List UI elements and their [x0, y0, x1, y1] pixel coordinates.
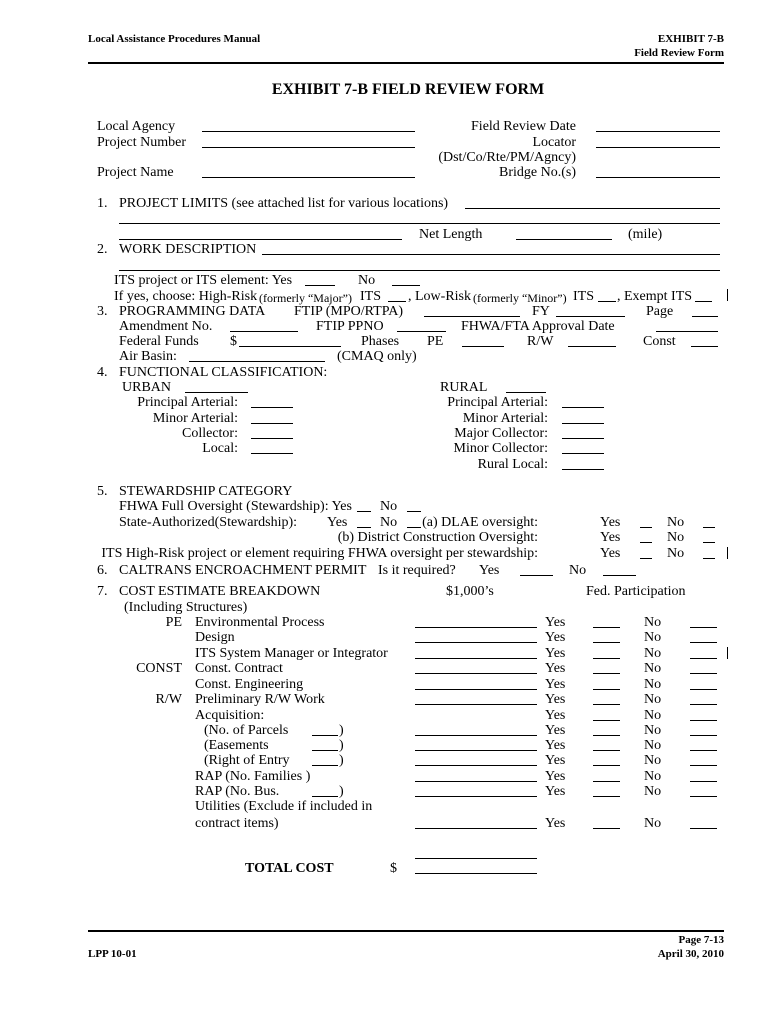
fed-yes-blank[interactable]	[593, 828, 620, 829]
dlae-yes-label: Yes	[600, 515, 621, 530]
cost-row-label: Acquisition:	[195, 708, 265, 723]
field-review-date-field[interactable]	[596, 131, 720, 132]
fed-yes-label: Yes	[545, 723, 566, 738]
cost-row-label: Preliminary R/W Work	[195, 692, 325, 707]
permit-yes-blank[interactable]	[520, 575, 553, 576]
rural-item-label: Major Collector:	[454, 426, 548, 441]
fed-yes-blank[interactable]	[593, 765, 620, 766]
project-limits-label: PROJECT LIMITS (see attached list for various locations)	[119, 196, 449, 211]
cost-row-label: RAP (No. Families )	[195, 769, 311, 784]
its-yes-blank[interactable]	[305, 285, 335, 286]
fed-no-label: No	[644, 677, 662, 692]
fed-yes-blank[interactable]	[593, 689, 620, 690]
cost-amount-field[interactable]	[415, 689, 537, 690]
local-agency-label: Local Agency	[97, 119, 176, 134]
fed-no-blank[interactable]	[690, 750, 717, 751]
fed-no-blank[interactable]	[690, 627, 717, 628]
rural-field[interactable]	[506, 392, 546, 393]
cost-row-label: (Right of Entry	[204, 753, 290, 768]
fed-yes-blank[interactable]	[593, 673, 620, 674]
count-paren: )	[339, 784, 344, 799]
project-name-label: Project Name	[97, 165, 174, 180]
total-cost-dollar: $	[390, 861, 397, 876]
state-yes-blank[interactable]	[357, 527, 371, 528]
approval-date-field[interactable]	[656, 331, 718, 332]
fed-no-label: No	[644, 692, 662, 707]
its-high-yes-blank[interactable]	[640, 558, 652, 559]
field-review-date-label: Field Review Date	[471, 119, 576, 134]
rural-item-label: Principal Arterial:	[447, 395, 548, 410]
phase-rw-label: R/W	[527, 334, 554, 349]
fed-yes-blank[interactable]	[593, 627, 620, 628]
change-bar	[727, 289, 728, 301]
section-6-number: 6.	[97, 563, 108, 578]
dlae-no-label: No	[667, 515, 685, 530]
its-high-yes-label: Yes	[600, 546, 621, 561]
footer-lpp: LPP 10-01	[88, 948, 137, 960]
fed-no-label: No	[644, 738, 662, 753]
fed-no-blank[interactable]	[690, 673, 717, 674]
federal-funds-dollar: $	[230, 334, 237, 349]
ftip-label: FTIP (MPO/RTPA)	[294, 304, 403, 319]
footer-rule	[88, 930, 724, 932]
fed-no-label: No	[644, 784, 662, 799]
work-description-field-2[interactable]	[119, 270, 720, 271]
fed-no-blank[interactable]	[690, 720, 717, 721]
stewardship-label: STEWARDSHIP CATEGORY	[119, 484, 293, 499]
fed-no-label: No	[644, 661, 662, 676]
urban-item-field[interactable]	[251, 453, 293, 454]
cost-row-label: ITS System Manager or Integrator	[195, 646, 388, 661]
fed-yes-label: Yes	[545, 630, 566, 645]
including-structures-note: (Including Structures)	[124, 600, 248, 615]
fed-no-label: No	[644, 708, 662, 723]
fed-no-label: No	[644, 816, 662, 831]
its-no-blank[interactable]	[392, 285, 420, 286]
fed-yes-blank[interactable]	[593, 642, 620, 643]
cost-row-label: (Easements	[204, 738, 269, 753]
project-name-field[interactable]	[202, 177, 415, 178]
high-risk-its-label: ITS	[360, 289, 381, 304]
exhibit-label: EXHIBIT 7-B	[657, 33, 724, 45]
bridge-no-field[interactable]	[596, 177, 720, 178]
section-2-number: 2.	[97, 242, 108, 257]
district-oversight-label: (b) District Construction Oversight:	[337, 530, 538, 545]
urban-item-label: Minor Arterial:	[152, 411, 238, 426]
fed-yes-blank[interactable]	[593, 704, 620, 705]
fed-yes-blank[interactable]	[593, 750, 620, 751]
mile-unit: (mile)	[628, 227, 663, 242]
change-bar	[727, 647, 728, 659]
change-bar	[727, 547, 728, 559]
total-subtotal-line	[415, 858, 537, 859]
section-3-number: 3.	[97, 304, 108, 319]
count-blank[interactable]	[312, 750, 338, 751]
page-title: EXHIBIT 7-B FIELD REVIEW FORM	[271, 81, 545, 98]
its-choose-label: If yes, choose: High-Risk	[114, 289, 258, 304]
fed-yes-label: Yes	[545, 661, 566, 676]
cost-row-label: Design	[195, 630, 235, 645]
fy-field[interactable]	[556, 316, 625, 317]
fed-no-blank[interactable]	[690, 765, 717, 766]
rural-item-label: Minor Collector:	[453, 441, 548, 456]
phase-rw-field[interactable]	[568, 346, 616, 347]
phase-const-field[interactable]	[691, 346, 718, 347]
fed-no-blank[interactable]	[690, 658, 717, 659]
header-rule	[88, 62, 724, 64]
fed-yes-label: Yes	[545, 784, 566, 799]
phase-const-label: Const	[643, 334, 676, 349]
low-risk-its-label: ITS	[573, 289, 594, 304]
fed-yes-label: Yes	[545, 677, 566, 692]
cost-row-label: Const. Contract	[195, 661, 283, 676]
urban-item-label: Local:	[202, 441, 238, 456]
state-no-blank[interactable]	[407, 527, 421, 528]
federal-funds-field[interactable]	[239, 346, 341, 347]
amount-column-header: $1,000’s	[446, 584, 494, 599]
fed-no-blank[interactable]	[690, 704, 717, 705]
fed-no-label: No	[644, 646, 662, 661]
project-number-field[interactable]	[202, 147, 415, 148]
permit-no-blank[interactable]	[603, 575, 636, 576]
fed-yes-label: Yes	[545, 692, 566, 707]
low-risk-label: , Low-Risk	[408, 289, 471, 304]
cost-group-label: PE	[165, 615, 182, 630]
fed-yes-label: Yes	[545, 646, 566, 661]
fed-yes-label: Yes	[545, 753, 566, 768]
net-length-field[interactable]	[516, 239, 612, 240]
cmaq-note: (CMAQ only)	[337, 349, 417, 364]
fed-no-label: No	[644, 769, 662, 784]
cost-row-label: contract items)	[195, 816, 279, 831]
footer-page: Page 7-13	[678, 934, 724, 946]
cost-amount-field[interactable]	[415, 704, 537, 705]
rural-item-field[interactable]	[562, 469, 604, 470]
fed-no-blank[interactable]	[690, 689, 717, 690]
fed-no-blank[interactable]	[690, 781, 717, 782]
urban-item-field[interactable]	[251, 438, 293, 439]
page-field[interactable]	[692, 316, 718, 317]
section-7-number: 7.	[97, 584, 108, 599]
cost-row-label: RAP (No. Bus.	[195, 784, 280, 799]
district-no-label: No	[667, 530, 685, 545]
its-high-no-blank[interactable]	[703, 558, 715, 559]
ftip-ppno-label: FTIP PPNO	[316, 319, 384, 334]
fed-no-blank[interactable]	[690, 796, 717, 797]
form-name: Field Review Form	[634, 47, 724, 59]
district-yes-label: Yes	[600, 530, 621, 545]
rural-label: RURAL	[440, 380, 488, 395]
count-paren: )	[339, 753, 344, 768]
fed-yes-label: Yes	[545, 708, 566, 723]
cost-amount-field[interactable]	[415, 673, 537, 674]
section-4-number: 4.	[97, 365, 108, 380]
fed-yes-label: Yes	[545, 615, 566, 630]
approval-date-label: FHWA/FTA Approval Date	[461, 319, 615, 334]
fed-yes-label: Yes	[545, 769, 566, 784]
count-blank[interactable]	[312, 796, 338, 797]
formerly-minor-note: (formerly “Minor”)	[473, 291, 567, 305]
high-risk-blank[interactable]	[388, 301, 406, 302]
cost-amount-field[interactable]	[415, 658, 537, 659]
functional-classification-label: FUNCTIONAL CLASSIFICATION:	[119, 365, 328, 380]
state-no-label: No	[380, 515, 398, 530]
its-question: ITS project or ITS element: Yes	[114, 273, 293, 288]
exempt-its-label: , Exempt ITS	[617, 289, 693, 304]
permit-yes-label: Yes	[479, 563, 500, 578]
locator-detail: (Dst/Co/Rte/PM/Agncy)	[438, 150, 576, 165]
count-paren: )	[339, 738, 344, 753]
total-cost-label: TOTAL COST	[245, 861, 334, 876]
manual-title: Local Assistance Procedures Manual	[88, 33, 261, 45]
dlae-oversight-label: (a) DLAE oversight:	[422, 515, 538, 530]
count-blank[interactable]	[312, 765, 338, 766]
project-limits-field-1[interactable]	[465, 208, 720, 209]
rural-item-field[interactable]	[562, 423, 604, 424]
fhwa-no-blank[interactable]	[407, 511, 421, 512]
air-basin-label: Air Basin:	[119, 349, 177, 364]
fed-no-label: No	[644, 630, 662, 645]
urban-label: URBAN	[122, 380, 172, 395]
cost-group-label: R/W	[155, 692, 182, 707]
cost-amount-field[interactable]	[415, 765, 537, 766]
cost-group-label: CONST	[136, 661, 182, 676]
count-blank[interactable]	[312, 735, 338, 736]
district-yes-blank[interactable]	[640, 542, 652, 543]
state-authorized-label: State-Authorized(Stewardship):	[119, 515, 298, 530]
fhwa-no-label: No	[380, 499, 398, 514]
encroachment-permit-label: CALTRANS ENCROACHMENT PERMIT	[119, 563, 367, 578]
urban-field[interactable]	[185, 392, 248, 393]
section-5-number: 5.	[97, 484, 108, 499]
section-1-number: 1.	[97, 196, 108, 211]
urban-item-label: Principal Arterial:	[137, 395, 238, 410]
fed-no-blank[interactable]	[690, 828, 717, 829]
fed-yes-blank[interactable]	[593, 796, 620, 797]
cost-row-label: Utilities (Exclude if included in	[195, 799, 373, 814]
cost-amount-field[interactable]	[415, 627, 537, 628]
dlae-no-blank[interactable]	[703, 527, 715, 528]
fed-yes-label: Yes	[545, 816, 566, 831]
cost-row-label: (No. of Parcels	[204, 723, 289, 738]
project-limits-field-2[interactable]	[119, 223, 720, 224]
cost-amount-field[interactable]	[415, 796, 537, 797]
fed-yes-blank[interactable]	[593, 735, 620, 736]
amendment-field[interactable]	[230, 331, 298, 332]
urban-item-field[interactable]	[251, 423, 293, 424]
air-basin-field[interactable]	[189, 361, 325, 362]
fed-no-blank[interactable]	[690, 642, 717, 643]
its-high-no-label: No	[667, 546, 685, 561]
district-no-blank[interactable]	[703, 542, 715, 543]
project-number-label: Project Number	[97, 135, 187, 150]
programming-data-label: PROGRAMMING DATA	[119, 304, 266, 319]
fed-no-label: No	[644, 723, 662, 738]
page-label: Page	[646, 304, 674, 319]
rural-item-label: Rural Local:	[477, 457, 548, 472]
fhwa-oversight-label: FHWA Full Oversight (Stewardship): Yes	[119, 499, 352, 514]
local-agency-field[interactable]	[202, 131, 415, 132]
permit-no-label: No	[569, 563, 587, 578]
total-cost-field[interactable]	[415, 873, 537, 874]
its-no-label: No	[358, 273, 376, 288]
urban-item-label: Collector:	[182, 426, 238, 441]
cost-amount-field[interactable]	[415, 642, 537, 643]
count-paren: )	[339, 723, 344, 738]
cost-amount-field[interactable]	[415, 828, 537, 829]
fed-yes-blank[interactable]	[593, 781, 620, 782]
dlae-yes-blank[interactable]	[640, 527, 652, 528]
ftip-ppno-field[interactable]	[397, 331, 446, 332]
rural-item-field[interactable]	[562, 438, 604, 439]
urban-item-field[interactable]	[251, 407, 293, 408]
fy-label: FY	[532, 304, 550, 319]
rural-item-field[interactable]	[562, 407, 604, 408]
federal-funds-label: Federal Funds	[119, 334, 199, 349]
bridge-no-label: Bridge No.(s)	[499, 165, 576, 180]
locator-label: Locator	[532, 135, 576, 150]
cost-row-label: Const. Engineering	[195, 677, 304, 692]
fed-no-label: No	[644, 615, 662, 630]
fed-participation-header: Fed. Participation	[586, 584, 686, 599]
fed-yes-blank[interactable]	[593, 658, 620, 659]
work-description-field-1[interactable]	[262, 254, 720, 255]
cost-amount-field[interactable]	[415, 750, 537, 751]
rural-item-label: Minor Arterial:	[462, 411, 548, 426]
formerly-major-note: (formerly “Major”)	[259, 291, 352, 305]
phases-label: Phases	[361, 334, 400, 349]
locator-field[interactable]	[596, 147, 720, 148]
rural-item-field[interactable]	[562, 453, 604, 454]
project-limits-field-3[interactable]	[119, 239, 402, 240]
state-yes-label: Yes	[327, 515, 348, 530]
phase-pe-field[interactable]	[462, 346, 504, 347]
exempt-blank[interactable]	[695, 301, 712, 302]
its-high-risk-label: ITS High-Risk project or element requiring FHWA oversight per stewardship:	[101, 546, 538, 561]
cost-amount-field[interactable]	[415, 735, 537, 736]
amendment-label: Amendment No.	[119, 319, 213, 334]
net-length-label: Net Length	[419, 227, 483, 242]
footer-date: April 30, 2010	[657, 948, 724, 960]
work-description-label: WORK DESCRIPTION	[119, 242, 257, 257]
cost-estimate-label: COST ESTIMATE BREAKDOWN	[119, 584, 321, 599]
ftip-field[interactable]	[424, 316, 520, 317]
phase-pe-label: PE	[427, 334, 444, 349]
fed-yes-blank[interactable]	[593, 720, 620, 721]
cost-row-label: Environmental Process	[195, 615, 325, 630]
cost-amount-field[interactable]	[415, 781, 537, 782]
fhwa-yes-blank[interactable]	[357, 511, 371, 512]
fed-no-blank[interactable]	[690, 735, 717, 736]
fed-no-label: No	[644, 753, 662, 768]
fed-yes-label: Yes	[545, 738, 566, 753]
low-risk-blank[interactable]	[598, 301, 616, 302]
permit-question: Is it required?	[378, 563, 456, 578]
